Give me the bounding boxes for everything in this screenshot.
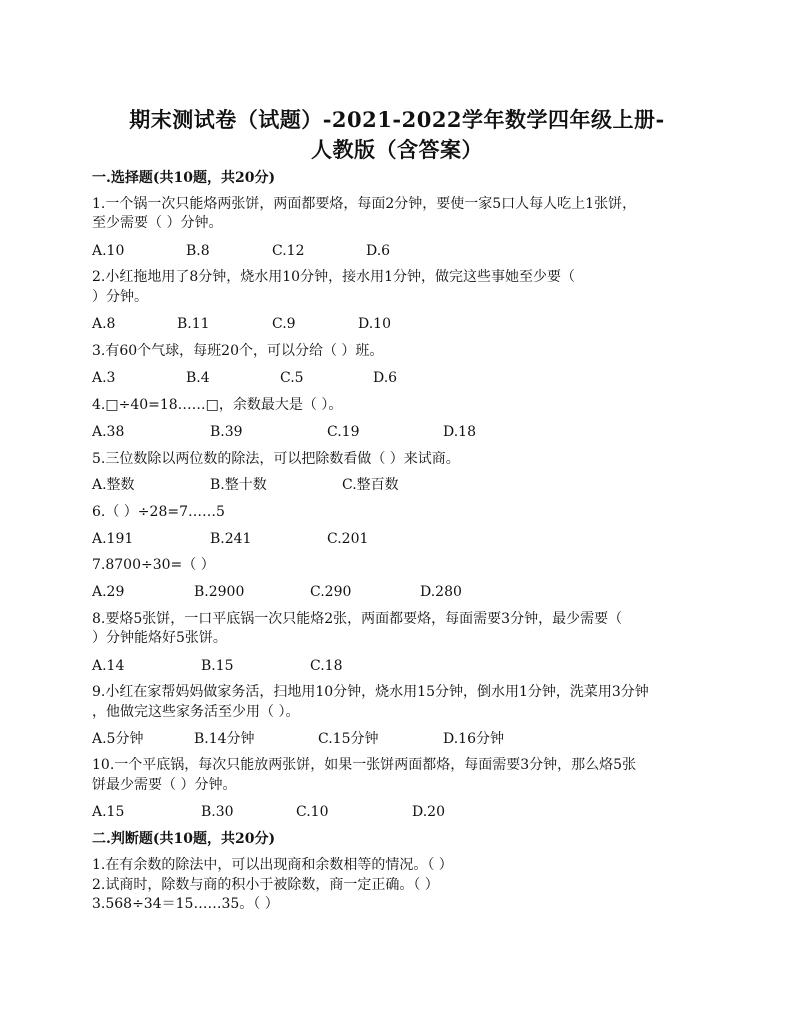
question-3-line-1: 3.有60个气球，每班20个，可以分给（ ）班。 <box>92 343 384 359</box>
question-9-option-c: C.15分钟 <box>318 731 379 747</box>
section-heading-choice: 一.选择题(共10题，共20分) <box>92 170 276 186</box>
question-1-line-1: 1.一个锅一次只能烙两张饼，两面都要烙，每面2分钟，要使一家5口人每人吃上1张饼， <box>92 196 637 212</box>
question-1-option-d: D.6 <box>366 243 391 259</box>
question-4-option-a: A.38 <box>92 424 125 440</box>
question-7-option-a: A.29 <box>92 584 125 600</box>
question-1-option-b: B.8 <box>186 243 210 259</box>
question-2-line-2: ）分钟。 <box>92 289 148 305</box>
judge-item-2: 2.试商时，除数与商的积小于被除数，商一定正确。（ ） <box>92 877 439 893</box>
question-10-option-c: C.10 <box>296 804 329 820</box>
question-7-option-d: D.280 <box>420 584 462 600</box>
question-8-option-b: B.15 <box>201 658 234 674</box>
question-4-option-d: D.18 <box>443 424 476 440</box>
question-5-option-b: B.整十数 <box>210 477 267 493</box>
question-8-line-2: ）分钟能烙好5张饼。 <box>92 630 227 646</box>
question-9-option-a: A.5分钟 <box>92 731 144 747</box>
question-7-line-1: 7.8700÷30=（ ） <box>92 557 215 573</box>
question-2-option-a: A.8 <box>92 316 116 332</box>
question-2-option-b: B.11 <box>177 316 210 332</box>
question-9-option-d: D.16分钟 <box>443 731 504 747</box>
question-10-option-b: B.30 <box>201 804 234 820</box>
question-2-option-c: C.9 <box>272 316 296 332</box>
question-2-line-1: 2.小红拖地用了8分钟，烧水用10分钟，接水用1分钟，做完这些事她至少要（ <box>92 269 575 285</box>
question-9-line-1: 9.小红在家帮妈妈做家务活，扫地用10分钟，烧水用15分钟，倒水用1分钟，洗菜用3分钟 <box>92 684 649 700</box>
question-1-option-c: C.12 <box>272 243 305 259</box>
question-1-option-a: A.10 <box>92 243 125 259</box>
question-4-line-1: 4.□÷40=18……□，余数最大是（ ）。 <box>92 397 343 413</box>
question-5-option-c: C.整百数 <box>342 477 399 493</box>
question-10-line-2: 饼最少需要（ ）分钟。 <box>92 777 237 793</box>
exam-title-line-2: 人教版（含答案） <box>311 137 483 162</box>
question-8-line-1: 8.要烙5张饼，一口平底锅一次只能烙2张，两面都要烙，每面需要3分钟，最少需要（ <box>92 611 623 627</box>
question-4-option-b: B.39 <box>210 424 243 440</box>
question-8-option-c: C.18 <box>310 658 343 674</box>
question-10-option-a: A.15 <box>92 804 125 820</box>
question-1-line-2: 至少需要（ ）分钟。 <box>92 215 223 231</box>
question-7-option-c: C.290 <box>310 584 352 600</box>
question-5-option-a: A.整数 <box>92 477 135 493</box>
question-3-option-b: B.4 <box>186 370 210 386</box>
question-6-line-1: 6.（ ）÷28=7……5 <box>92 504 225 520</box>
question-6-option-a: A.191 <box>92 531 134 547</box>
question-2-option-d: D.10 <box>358 316 391 332</box>
question-3-option-d: D.6 <box>373 370 398 386</box>
question-9-option-b: B.14分钟 <box>194 731 255 747</box>
question-9-line-2: ，他做完这些家务活至少用（ ）。 <box>92 704 300 720</box>
exam-title-line-1: 期末测试卷（试题）-2021-2022学年数学四年级上册- <box>129 107 665 132</box>
question-3-option-a: A.3 <box>92 370 116 386</box>
judge-item-3: 3.568÷34＝15……35。（ ） <box>92 896 279 912</box>
section-heading-judge: 二.判断题(共10题，共20分) <box>92 831 276 847</box>
question-7-option-b: B.2900 <box>194 584 245 600</box>
question-10-option-d: D.20 <box>412 804 445 820</box>
question-6-option-c: C.201 <box>327 531 369 547</box>
question-3-option-c: C.5 <box>280 370 304 386</box>
question-6-option-b: B.241 <box>210 531 252 547</box>
question-10-line-1: 10.一个平底锅，每次只能放两张饼，如果一张饼两面都烙，每面需要3分钟，那么烙5张 <box>92 757 637 773</box>
question-8-option-a: A.14 <box>92 658 125 674</box>
question-5-line-1: 5.三位数除以两位数的除法，可以把除数看做（ ）来试商。 <box>92 451 460 467</box>
judge-item-1: 1.在有余数的除法中，可以出现商和余数相等的情况。（ ） <box>92 857 453 873</box>
question-4-option-c: C.19 <box>327 424 360 440</box>
